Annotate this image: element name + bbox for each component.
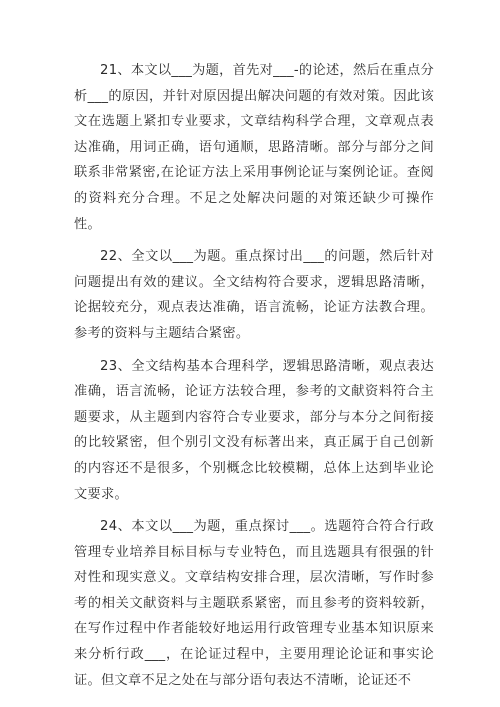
paragraph-23: 23、全文结构基本合理科学，逻辑思路清晰，观点表达准确，语言流畅，论证方法较合理，参考的文献资料符合主题要求，从主题到内容符合专业要求，部分与本分之间衔接的比较紧密，但个别引文没有标著出来，真正属于自己创新的内容还不是很多，个别概念比较模糊，总体上达到毕业论文要求。 xyxy=(74,358,434,502)
paragraph-21: 21、本文以___为题，首先对___-的论述，然后在重点分析___的原因，并针对原因提出解决问题的有效对策。因此该文在选题上紧扣专业要求，文章结构科学合理，文章观点表达准确，用词正确，语句通顺，思路清晰。部分与部分之间联系非常紧密,在论证方法上采用事例论证与案例论证。查阅的资料充分合理。不足之处解决问题的对策还缺少可操作性。 xyxy=(74,63,434,232)
paragraph-24: 24、本文以___为题，重点探讨___。选题符合符合行政管理专业培养目标目标与专业特色，而且选题具有很强的针对性和现实意义。文章结构安排合理，层次清晰，写作时参考的相关文献资料与主题联系紧密，而且参考的资料较新，在写作过程中作者能较好地运用行政管理专业基本知识原来来分析行政___，在论证过程中，主要用理论论证和事实论证。但文章不足之处在与部分语句表达不清晰，论证还不 xyxy=(74,519,434,688)
paragraph-22: 22、全文以___为题。重点探讨出___的问题，然后针对问题提出有效的建议。全文结构符合要求，逻辑思路清晰，论据较充分，观点表达准确，语言流畅，论证方法教合理。参考的资料与主题结合紧密。 xyxy=(74,249,434,341)
document-page xyxy=(74,58,434,693)
